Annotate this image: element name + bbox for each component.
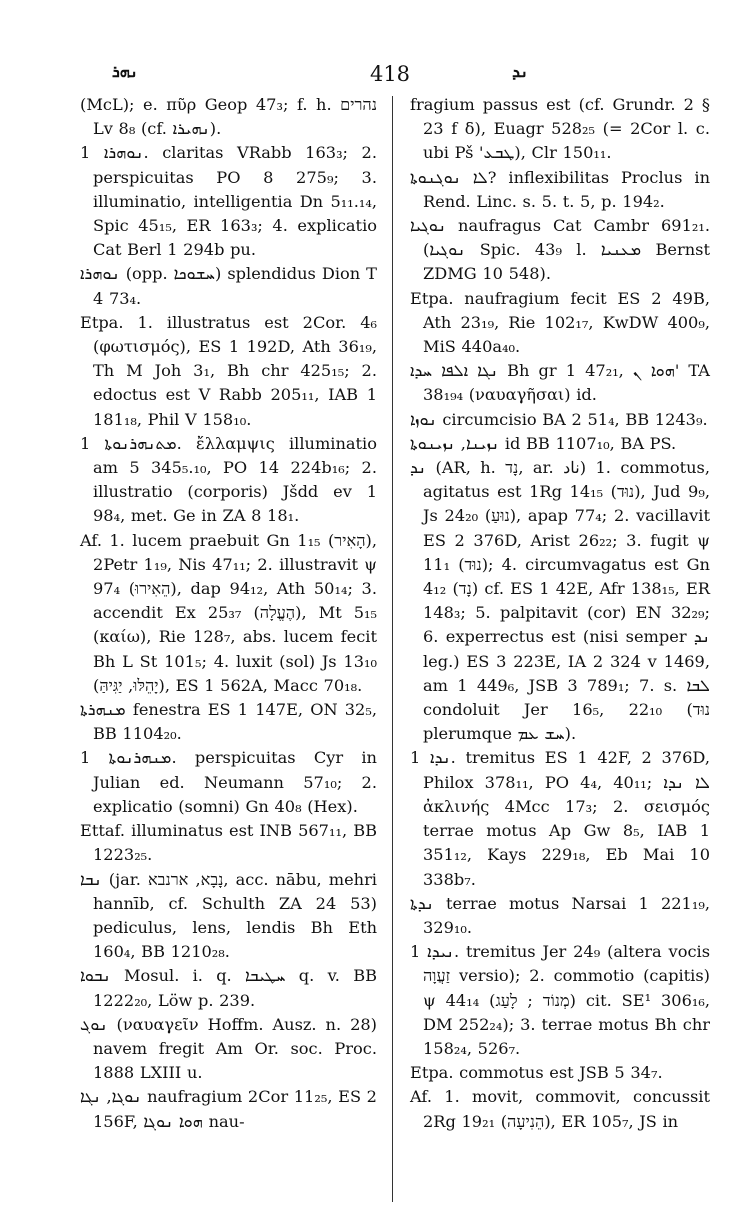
dictionary-entry: ܢܘܓ (ναυαγεῖν Hoffm. Ausz. n. 28) navem fregit Am Or. soc. Proc. 1888 LXIII u. [80, 1014, 377, 1083]
dictionary-entry: Af. 1. lucem praebuit Gn 1₁₅ (הָאִיר), 2Petr 1₁₉, Nis 47₁₁; 2. illustravit ψ 97₄ (הֵאִירוּ), dap 94₁₂, Ath 50₁₄; 3. accendit Ex 25₃₇ (הֶעֱלָה), Mt 5₁₅ (καίω), Rie 128₇, abs. lucem fecit Bh L St 101₅; 4. luxit (sol) Js 13₁₀ (יָהֵלּוּ, יַגִּיהַּ), ES 1 562A, Macc 70₁₈. [80, 530, 378, 695]
dictionary-entry: Etpa. naufragium fecit ES 2 49B, Ath 23₁₉, Rie 102₁₇, KwDW 400₉, MiS 440a₄₀. [410, 288, 710, 357]
left-column [80, 93, 377, 1134]
dictionary-entry: ܢܘܗܪܐ (opp. ܚܫܘܟܐ) splendidus Dion T 4 73₄. [80, 264, 377, 308]
dictionary-entry: Etpa. 1. illustratus est 2Cor. 4₆ (φωτισμός), ES 1 192D, Ath 36₁₉, Th M Joh 3₁, Bh chr 425₁₅; 2. edoctus est V Rabb 205₁₁, IAB 1 181₁₈, Phil V 158₁₀. [80, 312, 377, 429]
dictionary-entry: ܡܢܗܪܬܐ fenestra ES 1 147E, ON 32₅, BB 1104₂₀. [80, 700, 377, 744]
page-number: 418 [369, 62, 411, 86]
dictionary-entry: ܢܒܘܐ Mosul. i. q. ܚܛܝܒܐ q. v. BB 1222₂₀, Löw p. 239. [80, 966, 377, 1010]
running-head-right: ܢܕ [512, 62, 528, 81]
dictionary-entry: Etpa. commotus est JSB 5 34₇. [410, 1063, 663, 1083]
dictionary-entry: ܢܕܬܐ terrae motus Narsai 1 221₁₉, 329₁₀. [410, 893, 710, 937]
column-divider [392, 96, 393, 1202]
dictionary-entry: ܢܘܗܪܐ 1. claritas VRabb 163₃; 2. perspicuitas PO 8 275₉; 3. illuminatio, intelligentia Dn 5₁₁.₁₄, Spic 45₁₅, ER 163₃; 4. explicatio Cat Berl 1 294b pu. [80, 143, 377, 260]
dictionary-entry: ܢܕܐ 1. tremitus ES 1 42F, 2 376D, Philox 378₁₁, PO 4₄, 40₁₁; ܠܐ ܢܕܐ ἀκλινής 4Mcc 17₃; 2. σεισμός terrae motus Ap Gw 8₅, IAB 1 351₁₂, Kays 229₁₈, Eb Mai 10 338b₇. [410, 748, 710, 889]
dictionary-entry: ܢܒܐ (jar. נָבָא, ארנבא, acc. nābu, mehri hannīb, cf. Schulth ZA 24 53) pediculus, lens, lendis Bh Eth 160₄, BB 1210₂₈. [80, 869, 377, 962]
page-header [60, 62, 720, 92]
dictionary-entry: ܢܕ (AR, h. נָד, ar. ناد) 1. commotus, agitatus est 1Rg 14₁₅ (נוּד), Jud 9₉, Js 24₂₀ (נוּעַ), apap 77₄; 2. vacillavit ES 2 376D, Arist 26₂₂; 3. fugit ψ 11₁ (נוּד); 4. circumvagatus est Gn 4₁₂ (נָד) cf. ES 1 42E, Afr 138₁₅, ER 148₃; 5. palpitavit (cor) EN 32₂₉; 6. experrectus est (nisi semper ܢܕ leg.) ES 3 223E, IA 2 324 v 1469, am 1 449₆, JSB 3 789₁; 7. s. ܠܒܐ condoluit Jer 16₅, 22₁₀ (נוּד plerumque ܚܫ ܥܡ). [410, 458, 710, 744]
dictionary-entry: ܢܘܙܐ circumcisio BA 2 51₄, BB 1243₉. [410, 409, 708, 429]
dictionary-entry: ܢܘܓܐ, ܢܓܐ naufragium 2Cor 11₂₅, ES 2 156F, ܗܘܐ ܢܘܓܐ nau- [80, 1087, 377, 1131]
dictionary-entry: ܡܬܢܗܪܢܘܬܐ 1. ἔλλαμψις illuminatio am 5 345₅.₁₀, PO 14 224b₁₆; 2. illustratio (corporis) Jšdd ev 1 98₄, met. Ge in ZA 8 18₁. [80, 433, 377, 526]
dictionary-entry: ܢܝܕܐ 1. tremitus Jer 24₉ (altera vocis זַעֲוָה versio); 2. commotio (capitis) ψ 44₁₄ (מְנוֹד ; לָעַג) cit. SE¹ 306₁₆, DM 252₂₄); 3. terrae motus Bh chr 158₂₄, 526₇. [410, 942, 711, 1058]
dictionary-entry: ܡܢܗܪܢܘܬܐ 1. perspicuitas Cyr in Julian ed. Neumann 57₁₀; 2. explicatio (somni) Gn 40₈ (Hex). [80, 748, 377, 816]
dictionary-entry: Ettaf. illuminatus est INB 567₁₁, BB 1223₂₅. [80, 821, 377, 865]
dictionary-entry: Af. 1. movit, commovit, concussit 2Rg 19₂₁ (הֵנִיעָה), ER 105₇, JS in [410, 1087, 710, 1131]
right-column [410, 93, 710, 1134]
dictionary-entry: fragium passus est (cf. Grundr. 2 § 23 f δ), Euagr 528₂₅ (= 2Cor l. c. ubi Pš 'ܛܒܥ), Clr 150₁₁. [410, 95, 710, 163]
dictionary-entry: ܢܙܝܢܐ, ܢܙܝܢܘܬܐ id BB 1107₁₀, BA PS. [410, 433, 677, 453]
dictionary-entry: ܢܓܐ ܐܠܦܐ ܚܕܐ Bh gr 1 47₂₁, ܗܘܐ ܢ' TA 38₁₉₄ (ναυαγῆσαι) id. [410, 361, 710, 405]
dictionary-entry: (McL); e. πῦρ Geop 47₃; f. h. נהרים Lv 8₈ (cf. ܢܗܝܪܐ). [80, 95, 377, 139]
running-head-left: ܢܗܪ [112, 62, 138, 81]
dictionary-entry: ܢܘܓܝܐ naufragus Cat Cambr 691₂₁. (ܢܘܓܝܐ Spic. 43₉ l. ܡܥܢܝܐ Bernst ZDMG 10 548). [410, 216, 710, 284]
dictionary-entry: ܠܐ ܢܘܓܢܘܬܐ? inflexibilitas Proclus in Rend. Linc. s. 5. t. 5, p. 194₂. [410, 167, 710, 211]
